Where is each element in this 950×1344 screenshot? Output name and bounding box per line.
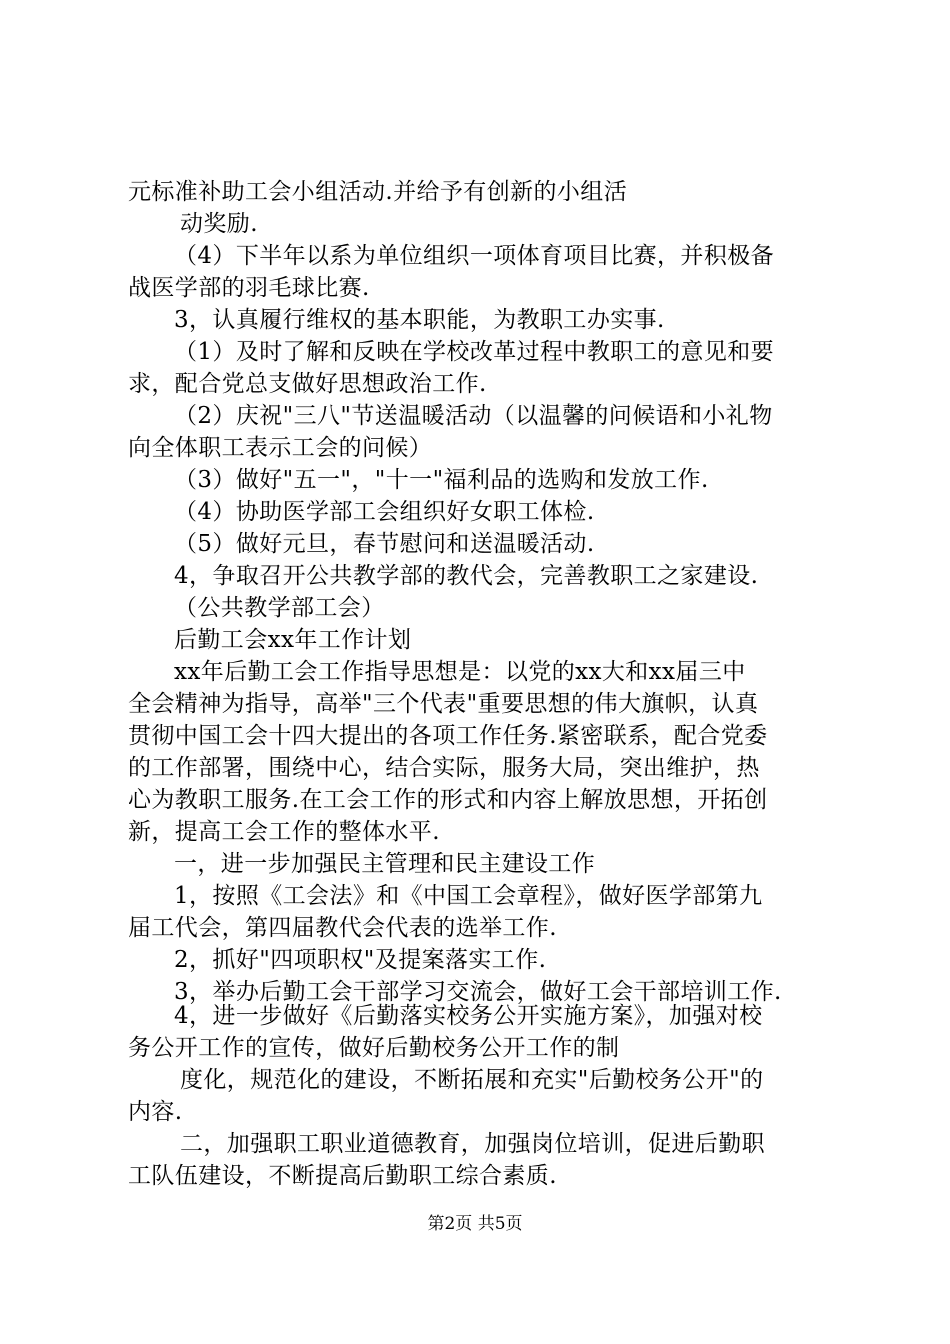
text-line-last: 工队伍建设，不断提高后勤职工综合素质. <box>128 1163 557 1189</box>
text-line: xx年后勤工会工作指导思想是：以党的xx大和xx届三中 <box>174 659 746 685</box>
text-line: （公共教学部工会） <box>174 595 385 621</box>
text-line: 新，提高工会工作的整体水平. <box>128 819 440 845</box>
text-line: 求，配合党总支做好思想政治工作. <box>128 371 487 397</box>
text-line: 二，加强职工职业道德教育，加强岗位培训，促进后勤职 <box>180 1131 765 1157</box>
text-line: 务公开工作的宣传，做好后勤校务公开工作的制 <box>128 1035 620 1061</box>
text-line: （2）庆祝"三八"节送温暖活动（以温馨的问候语和小礼物 <box>174 403 773 429</box>
text-line: 1，按照《工会法》和《中国工会章程》，做好医学部第九 <box>174 883 763 909</box>
text-line: 战医学部的羽毛球比赛. <box>128 275 370 301</box>
text-line: （3）做好"五一"，"十一"福利品的选购和发放工作. <box>174 467 709 493</box>
text-line: 心为教职工服务.在工会工作的形式和内容上解放思想，开拓创 <box>128 787 768 813</box>
text-line: （4）下半年以系为单位组织一项体育项目比赛，并积极备 <box>174 243 775 269</box>
text-line: （4）协助医学部工会组织好女职工体检. <box>174 499 595 525</box>
text-line: 一，进一步加强民主管理和民主建设工作 <box>174 851 596 877</box>
text-line: 元标准补助工会小组活动.并给予有创新的小组活 <box>128 179 628 205</box>
text-line: 3，认真履行维权的基本职能，为教职工办实事. <box>174 307 665 333</box>
page-number-footer: 第2页 共5页 <box>427 1214 523 1234</box>
text-line: （5）做好元旦，春节慰问和送温暖活动. <box>174 531 595 557</box>
text-line: 动奖励. <box>180 211 258 237</box>
text-line: 度化，规范化的建设，不断拓展和充实"后勤校务公开"的 <box>180 1067 764 1093</box>
text-line: 4，争取召开公共教学部的教代会，完善教职工之家建设. <box>174 563 759 589</box>
text-line: 3，举办后勤工会干部学习交流会，做好工会干部培训工作. <box>174 979 782 1005</box>
text-line: （1）及时了解和反映在学校改革过程中教职工的意见和要 <box>174 339 775 365</box>
text-line: 向全体职工表示工会的问候） <box>128 435 433 461</box>
text-line: 全会精神为指导，高举"三个代表"重要思想的伟大旗帜，认真 <box>128 691 759 717</box>
text-line: 4，进一步做好《后勤落实校务公开实施方案》，加强对校 <box>174 1003 763 1029</box>
text-line: 届工代会，第四届教代会代表的选举工作. <box>128 915 557 941</box>
text-line: 2，抓好"四项职权"及提案落实工作. <box>174 947 547 973</box>
text-line: 内容. <box>128 1099 183 1125</box>
text-line: 后勤工会xx年工作计划 <box>174 627 412 653</box>
text-line: 的工作部署，围绕中心，结合实际，服务大局，突出维护，热 <box>128 755 760 781</box>
text-line: 贯彻中国工会十四大提出的各项工作任务.紧密联系，配合党委 <box>128 723 768 749</box>
